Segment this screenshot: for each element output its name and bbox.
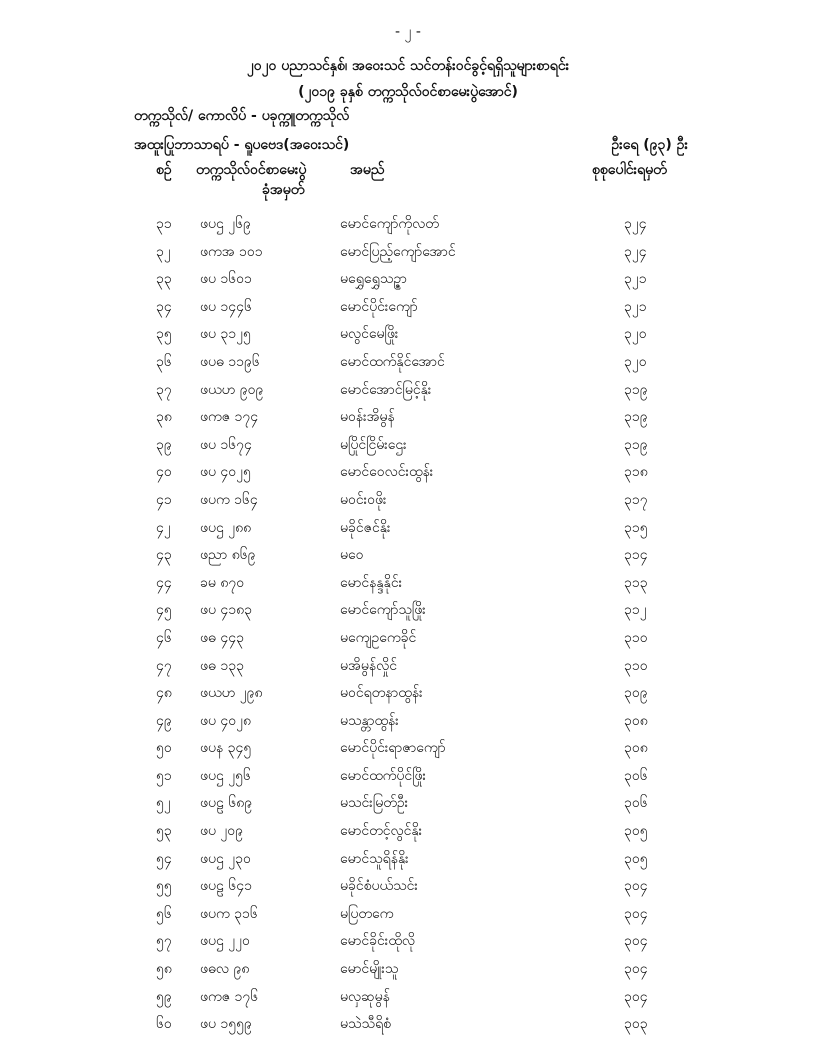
total-marks-cell: ၃၁၉ — [624, 409, 648, 426]
total-marks-cell: ၃၂၀ — [624, 326, 647, 343]
roll-number-cell: ဖပ ၂၀၉ — [200, 823, 244, 840]
roll-number-cell: ဖပ ၁၄၄၆ — [200, 298, 252, 315]
table-row — [0, 872, 816, 900]
roll-number-cell: ဖကဇ ၁၇၄ — [200, 409, 259, 426]
roll-number-cell: ဖပ ၄၁၈၃ — [200, 602, 253, 619]
total-marks-cell: ၃၁၇ — [624, 491, 648, 508]
serial-no-cell: ၄၈ — [156, 685, 172, 702]
roll-number-cell: ဖပဓ ၁၁၉၆ — [200, 353, 260, 370]
total-marks-cell: ၃၁၉ — [624, 381, 648, 398]
table-row — [0, 486, 816, 514]
total-marks-cell: ၃၁၄ — [624, 547, 648, 564]
name-cell: မောင်ပြည့်ကျော်အောင် — [340, 243, 456, 260]
total-marks-cell: ၃၀၃ — [624, 1016, 648, 1033]
total-marks-cell: ၃၀၄ — [624, 988, 648, 1005]
table-row — [0, 955, 816, 983]
name-cell: မောင်သူရိန်နိုး — [340, 850, 409, 867]
table-row — [0, 817, 816, 845]
total-marks-cell: ၃၁၃ — [624, 574, 648, 591]
name-cell: မကျေဥကေခိုင် — [340, 629, 417, 646]
serial-no-cell: ၃၅ — [156, 326, 172, 343]
roll-number-cell: ဖပဠ ၆၄၁ — [200, 878, 253, 895]
roll-number-cell: ခမ ၈၇၀ — [200, 574, 245, 591]
total-marks-cell: ၃၀၆ — [624, 795, 648, 812]
roll-number-cell: ဖပဌ ၂၃၀ — [200, 850, 251, 867]
name-cell: မောင်ပိုင်းကျော် — [340, 298, 418, 315]
roll-number-cell: ဖဓ ၁၃၃ — [200, 657, 244, 674]
table-row — [0, 376, 816, 404]
total-marks-cell: ၃၀၄ — [624, 933, 648, 950]
roll-number-cell: ဖညာ ၈၆၉ — [200, 547, 256, 564]
name-cell: မဝင်ရတနာထွန်း — [340, 685, 423, 702]
roll-number-cell: ဖယဟ ၂၉၈ — [200, 685, 263, 702]
table-row — [0, 927, 816, 955]
total-marks-cell: ၃၂၁ — [624, 271, 647, 288]
table-row — [0, 403, 816, 431]
name-cell: မောင်မျိုးသူ — [340, 961, 399, 978]
table-row — [0, 1010, 816, 1038]
name-cell: မပြတကေ — [340, 905, 394, 922]
roll-number-cell: ဖပ ၄၀၂၈ — [200, 712, 252, 729]
serial-no-cell: ၃၄ — [156, 298, 172, 315]
table-row — [0, 541, 816, 569]
serial-no-cell: ၅၇ — [156, 933, 172, 950]
name-cell: မောင်အောင်မြင့်နိုး — [340, 381, 432, 398]
table-row — [0, 789, 816, 817]
total-marks-cell: ၃၀၈ — [624, 712, 648, 729]
table-row — [0, 210, 816, 238]
document-subtitle: (၂၀၁၉ ခုနှစ် တက္ကသိုလ်ဝင်စာမေးပွဲအောင်) — [298, 84, 518, 100]
roll-number-cell: ဖပ ၄၀၂၅ — [200, 464, 251, 481]
header-serial-no: စဉ် — [156, 162, 172, 178]
serial-no-cell: ၃၈ — [156, 409, 172, 426]
table-row — [0, 734, 816, 762]
serial-no-cell: ၄၆ — [156, 629, 172, 646]
roll-number-cell: ဖပ ၃၁၂၅ — [200, 326, 251, 343]
serial-no-cell: ၅၅ — [156, 878, 172, 895]
name-cell: မောင်ကျော်ကိုလတ် — [340, 216, 439, 232]
total-marks-cell: ၃၁၀ — [624, 629, 648, 646]
roll-number-cell: ဖကဇ ၁၇၆ — [200, 988, 259, 1005]
table-row — [0, 238, 816, 266]
serial-no-cell: ၄၇ — [156, 657, 172, 674]
page-number: - ၂ - — [395, 24, 421, 40]
name-cell: မသင်းမြတ်ဦး — [340, 795, 409, 812]
roll-number-cell: ဖပ ၁၆၀၁ — [200, 271, 252, 288]
roll-number-cell: ဖပက ၃၁၆ — [200, 905, 258, 922]
total-marks-cell: ၃၁၈ — [624, 464, 648, 481]
name-cell: မဝန်းအိမွန် — [340, 409, 395, 426]
table-row — [0, 431, 816, 459]
serial-no-cell: ၅၈ — [156, 961, 172, 978]
table-row — [0, 569, 816, 597]
roll-number-cell: ဖဓလ ၉၈ — [200, 961, 250, 978]
table-row — [0, 265, 816, 293]
roll-number-cell: ဖပဠ ၆၈၉ — [200, 795, 253, 812]
header-name: အမည် — [350, 162, 385, 178]
name-cell: မသန္တာထွန်း — [340, 712, 399, 729]
header-roll-number-line2: ခုံအမှတ် — [262, 182, 305, 198]
serial-no-cell: ၅၄ — [156, 850, 172, 867]
total-marks-cell: ၃၀၄ — [624, 878, 648, 895]
table-row — [0, 514, 816, 542]
total-marks-cell: ၃၀၄ — [624, 961, 648, 978]
total-marks-cell: ၃၀၆ — [624, 767, 648, 784]
table-row — [0, 624, 816, 652]
total-marks-cell: ၃၂၀ — [624, 353, 647, 370]
roll-number-cell: ဖပန ၃၄၅ — [200, 740, 252, 757]
roll-number-cell: ဖယဟ ၉၀၉ — [200, 381, 264, 398]
roll-number-cell: ဖပ ၁၅၅၉ — [200, 1016, 252, 1033]
total-marks-cell: ၃၁၂ — [624, 602, 647, 619]
name-cell: မလှဆုမွန် — [340, 988, 390, 1005]
name-cell: မသဲသီရိစံ — [340, 1016, 391, 1033]
roll-number-cell: ဖပက ၁၆၄ — [200, 491, 258, 508]
serial-no-cell: ၅၉ — [156, 988, 172, 1005]
student-list — [0, 210, 816, 1038]
name-cell: မောင်ထက်ပိုင်ဖြိုး — [340, 767, 427, 784]
name-cell: မခိုင်ဇင်နိုး — [340, 519, 391, 536]
serial-no-cell: ၅၀ — [156, 740, 172, 757]
name-cell: မလွင်မေဖြိုး — [340, 326, 399, 343]
serial-no-cell: ၃၆ — [156, 353, 172, 370]
name-cell: မောင်ကျော်သူဖြိုး — [340, 602, 426, 619]
name-cell: မဝေ — [340, 547, 364, 564]
name-cell: မအိမွန်လှိုင် — [340, 657, 397, 674]
serial-no-cell: ၃၁ — [156, 216, 172, 232]
serial-no-cell: ၄၅ — [156, 602, 172, 619]
name-cell: မောင်ဝေလင်းထွန်း — [340, 464, 434, 481]
serial-no-cell: ၅၁ — [156, 767, 172, 784]
total-marks-cell: ၃၂၄ — [624, 243, 647, 260]
table-row — [0, 845, 816, 873]
total-marks-cell: ၃၁၉ — [624, 436, 648, 453]
total-marks-cell: ၃၂၄ — [624, 216, 647, 232]
serial-no-cell: ၃၉ — [156, 436, 172, 453]
table-row — [0, 458, 816, 486]
header-total-marks: စုစုပေါင်းရမှတ် — [592, 162, 667, 178]
name-cell: မခိုင်စံပယ်သင်း — [340, 878, 418, 895]
university-line: တက္ကသိုလ်/ ကောလိပ် - ပခုက္ကူတက္ကသိုလ် — [134, 108, 350, 124]
header-roll-number: တက္ကသိုလ်ဝင်စာမေးပွဲ — [196, 162, 307, 178]
name-cell: မောင်ထက်နိုင်အောင် — [340, 353, 445, 370]
serial-no-cell: ၆၀ — [156, 1016, 172, 1033]
table-row — [0, 707, 816, 735]
serial-no-cell: ၃၃ — [156, 271, 172, 288]
serial-no-cell: ၄၀ — [156, 464, 172, 481]
serial-no-cell: ၄၂ — [156, 519, 171, 536]
table-row — [0, 596, 816, 624]
name-cell: မရွှေရွှေသဥ္ဇာ — [340, 271, 407, 288]
table-row — [0, 900, 816, 928]
total-marks-cell: ၃၁၀ — [624, 657, 648, 674]
roll-number-cell: ဖကအ ၁၀၁ — [200, 243, 263, 260]
table-row — [0, 983, 816, 1011]
table-row — [0, 652, 816, 680]
serial-no-cell: ၅၆ — [156, 905, 172, 922]
total-marks-cell: ၃၀၅ — [624, 850, 648, 867]
roll-number-cell: ဖပဌ ၂၆၉ — [200, 216, 251, 232]
total-marks-cell: ၃၀၈ — [624, 740, 648, 757]
document-title: ၂၀၂၀ ပညာသင်နှစ်၊ အဝေးသင် သင်တန်းဝင်ခွင့်ရရှိသူများစာရင်း — [246, 58, 570, 74]
name-cell: မဝင်းဝဖိုး — [340, 491, 387, 508]
total-marks-cell: ၃၀၅ — [624, 823, 648, 840]
roll-number-cell: ဖပဌ ၂၅၆ — [200, 767, 251, 784]
table-row — [0, 679, 816, 707]
student-count: ဦးရေ (၉၃) ဦး — [611, 137, 688, 153]
serial-no-cell: ၃၇ — [156, 381, 172, 398]
name-cell: မပြိုင်ငြိမ်းဌေး — [340, 436, 407, 453]
serial-no-cell: ၄၄ — [156, 574, 172, 591]
name-cell: မောင်တင့်လွင်နိုး — [340, 823, 423, 840]
serial-no-cell: ၄၁ — [156, 491, 172, 508]
table-row — [0, 348, 816, 376]
roll-number-cell: ဖပ ၁၆၇၄ — [200, 436, 252, 453]
table-row — [0, 320, 816, 348]
total-marks-cell: ၃၀၉ — [624, 685, 648, 702]
total-marks-cell: ၃၁၅ — [624, 519, 648, 536]
table-row — [0, 293, 816, 321]
name-cell: မောင်ခိုင်းထိုလို — [340, 933, 415, 950]
roll-number-cell: ဖဓ ၄၄၃ — [200, 629, 244, 646]
serial-no-cell: ၄၃ — [156, 547, 172, 564]
roll-number-cell: ဖပဌ ၂၂၀ — [200, 933, 250, 950]
total-marks-cell: ၃၀၄ — [624, 905, 648, 922]
serial-no-cell: ၅၃ — [156, 823, 172, 840]
roll-number-cell: ဖပဌ ၂၈၈ — [200, 519, 252, 536]
serial-no-cell: ၃၂ — [156, 243, 171, 260]
name-cell: မောင်နန္ဒနိုင်း — [340, 574, 403, 591]
serial-no-cell: ၄၉ — [156, 712, 172, 729]
major-subject-line: အထူးပြုဘာသာရပ် - ရူပဗေဒ(အဝေးသင်) — [134, 137, 350, 153]
name-cell: မောင်ပိုင်းရာဇာကျော် — [340, 740, 446, 757]
serial-no-cell: ၅၂ — [156, 795, 171, 812]
table-row — [0, 762, 816, 790]
total-marks-cell: ၃၂၁ — [624, 298, 647, 315]
